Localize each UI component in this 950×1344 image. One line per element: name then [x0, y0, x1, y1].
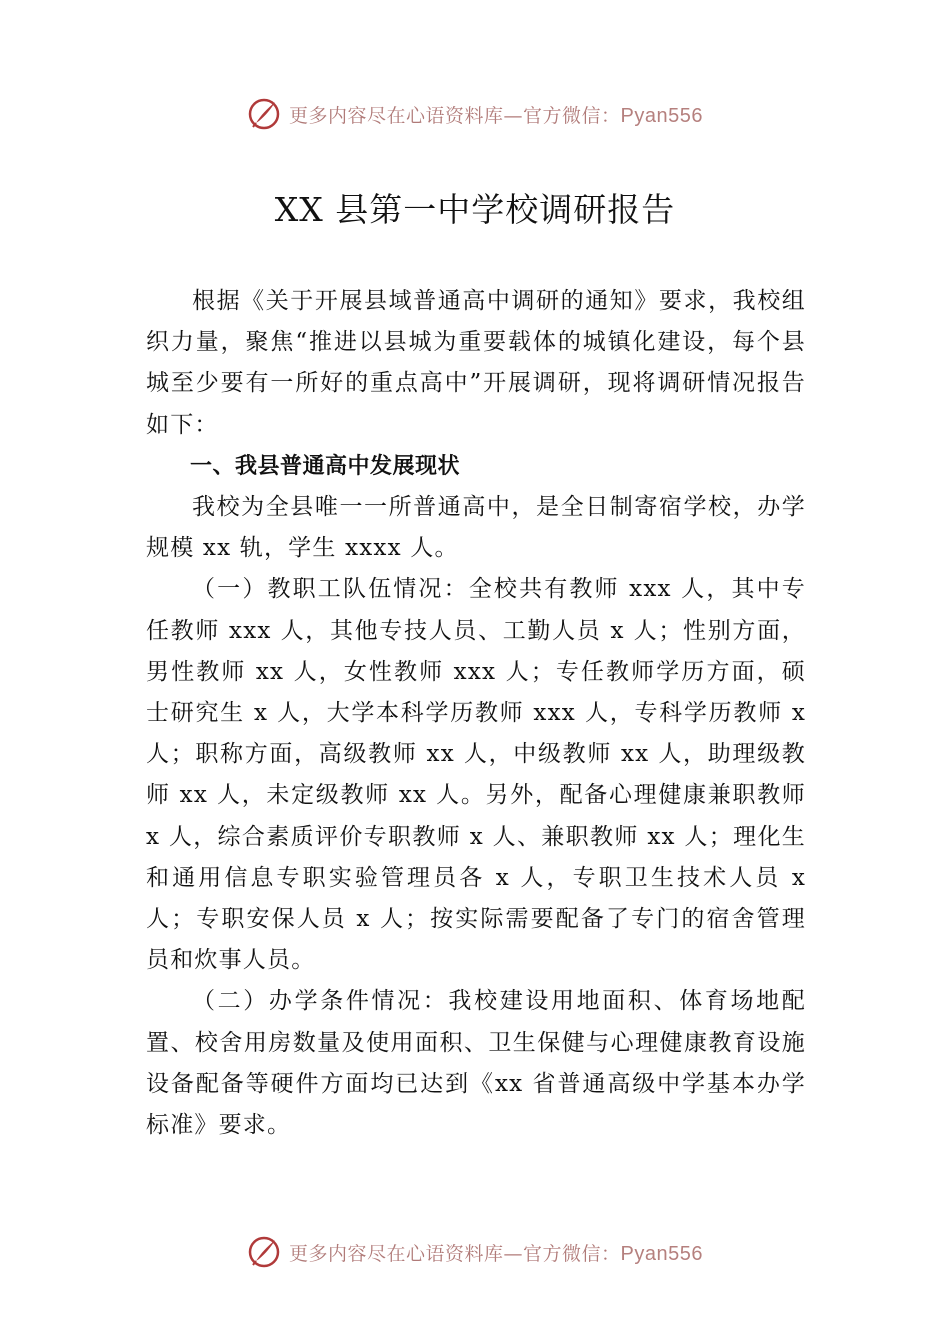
banner-slogan: 更多内容尽在心语资料库—官方微信： [289, 1242, 621, 1265]
quill-logo-icon [247, 1235, 281, 1269]
wechat-id: Pyan556 [620, 1242, 703, 1265]
document-title: XX 县第一中学校调研报告 [274, 190, 676, 229]
paragraph-school-overview: 我校为全县唯一一所普通高中，是全日制寄宿学校，办学规模 xx 轨，学生 xxxx 人。 [146, 494, 806, 562]
document-body [146, 281, 806, 1146]
paragraph-staff: （一）教职工队伍情况：全校共有教师 xxx 人，其中专任教师 xxx 人，其他专技人员、工勤人员 x 人；性别方面，男性教师 xx 人，女性教师 xxx 人；专任教师学历方面，硕士研究生 x 人，大学本科学历教师 xxx 人，专科学历教师 x 人；职称方面，高级教师 xx 人，中级教师 xx 人，助理级教师 xx 人，未定级教师 xx 人。另外，配备心理健康兼职教师 x 人，综合素质评价专职教师 x 人、兼职教师 xx 人；理化生和通用信息专职实验管理员各 x 人，专职卫生技术人员 x 人；专职安保人员 x 人；按实际需要配备了专门的宿舍管理员和炊事人员。 [146, 576, 806, 974]
header-banner [0, 94, 950, 134]
quill-logo-icon [247, 97, 281, 131]
intro-paragraph: 根据《关于开展县域普通高中调研的通知》要求，我校组织力量，聚焦“推进以县城为重要载体的城镇化建设，每个县城至少要有一所好的重点高中”开展调研，现将调研情况报告如下： [146, 288, 806, 438]
banner-text [289, 101, 703, 128]
wechat-id: Pyan556 [620, 104, 703, 127]
banner-slogan: 更多内容尽在心语资料库—官方微信： [289, 104, 621, 127]
banner-text [289, 1239, 703, 1266]
section-heading: 一、我县普通高中发展现状 [190, 453, 461, 479]
footer-banner [0, 1232, 950, 1272]
paragraph-conditions: （二）办学条件情况：我校建设用地面积、体育场地配置、校舍用房数量及使用面积、卫生保健与心理健康教育设施设备配备等硬件方面均已达到《xx 省普通高级中学基本办学标准》要求。 [146, 988, 806, 1139]
